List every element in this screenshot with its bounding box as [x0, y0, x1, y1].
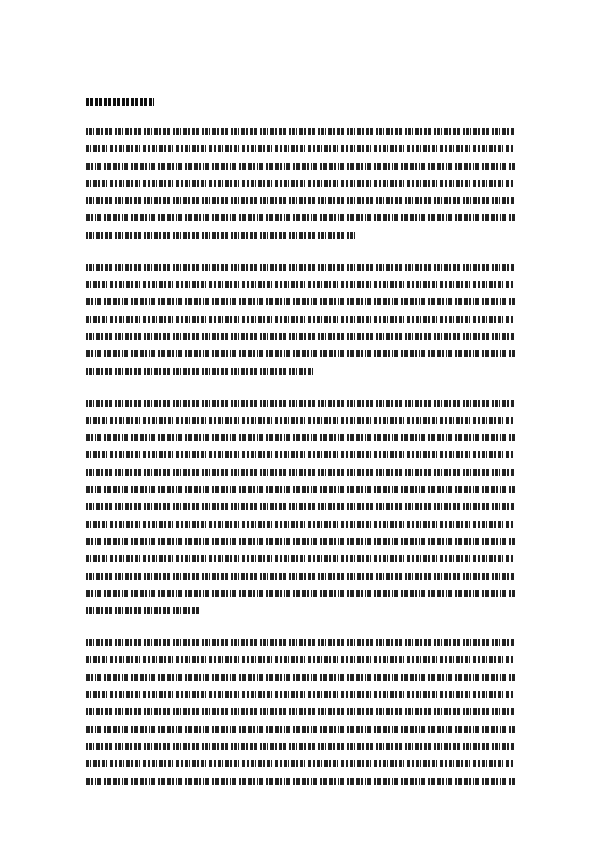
- text-line: [86, 726, 515, 733]
- document-heading: [86, 98, 154, 106]
- text-line: [86, 180, 515, 187]
- text-line: [86, 163, 515, 170]
- text-line: [86, 590, 515, 597]
- text-line: [86, 573, 515, 580]
- document-heading-text: [86, 98, 87, 99]
- text-line: [86, 400, 515, 407]
- text-line: [86, 760, 515, 767]
- text-line: [86, 281, 515, 288]
- paragraph-3: [86, 400, 515, 615]
- document-page: [86, 98, 515, 810]
- paragraph-2: [86, 264, 515, 375]
- text-line: [86, 232, 356, 239]
- text-line: [86, 708, 515, 715]
- text-line: [86, 368, 313, 375]
- text-line: [86, 451, 515, 458]
- text-line: [86, 417, 515, 424]
- text-line: [86, 350, 515, 357]
- text-line: [86, 298, 515, 305]
- text-line: [86, 656, 515, 663]
- text-line: [86, 555, 515, 562]
- text-line: [86, 316, 515, 323]
- paragraph-1: [86, 128, 515, 239]
- text-line: [86, 639, 515, 646]
- text-line: [86, 264, 515, 271]
- text-line: [86, 778, 515, 785]
- text-line: [86, 333, 515, 340]
- paragraph-4: [86, 639, 515, 784]
- text-line: [86, 538, 515, 545]
- text-line: [86, 607, 202, 614]
- text-line: [86, 521, 515, 528]
- text-line: [86, 145, 515, 152]
- text-line: [86, 469, 515, 476]
- text-line: [86, 128, 515, 135]
- text-line: [86, 691, 515, 698]
- text-line: [86, 743, 515, 750]
- text-line: [86, 503, 515, 510]
- text-line: [86, 197, 515, 204]
- text-line: [86, 214, 515, 221]
- text-line: [86, 434, 515, 441]
- text-line: [86, 486, 515, 493]
- text-line: [86, 674, 515, 681]
